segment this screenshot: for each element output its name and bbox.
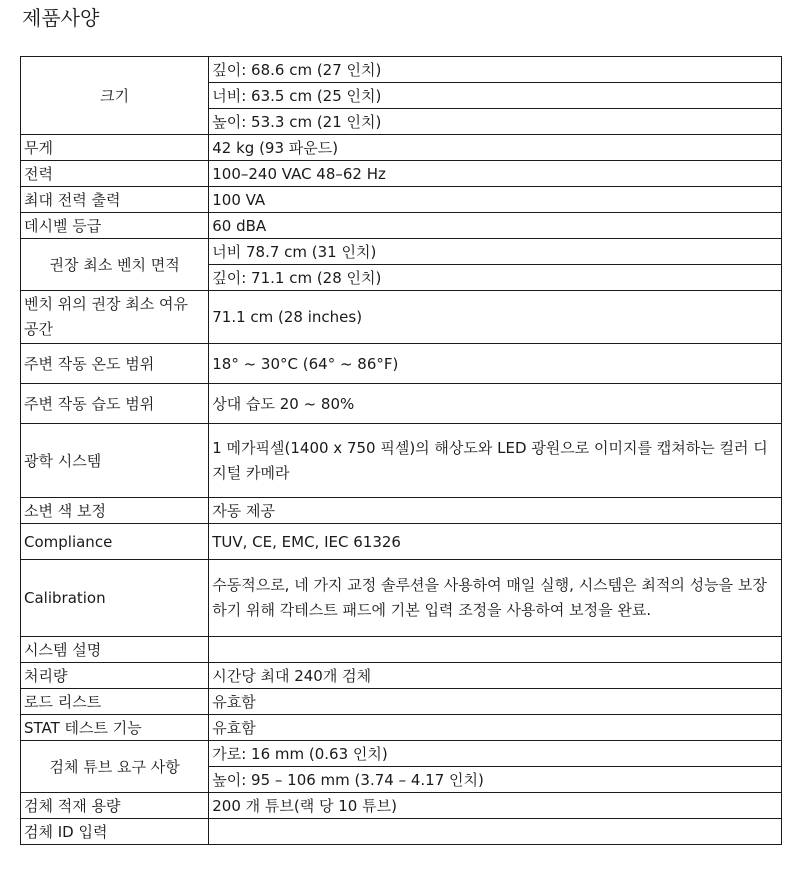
table-row: [21, 344, 782, 384]
table-row: [21, 819, 782, 845]
sysdesc-label: 시스템 설명: [21, 637, 209, 663]
table-row: [21, 793, 782, 819]
bench-area-width-value: 너비 78.7 cm (31 인치): [209, 239, 782, 265]
loadlist-label: 로드 리스트: [21, 689, 209, 715]
stat-label: STAT 테스트 기능: [21, 715, 209, 741]
table-row: [21, 663, 782, 689]
temp-value: 18° ~ 30°C (64° ~ 86°F): [209, 344, 782, 384]
temp-label: 주변 작동 온도 범위: [21, 344, 209, 384]
table-row: [21, 135, 782, 161]
page-title: 제품사양: [22, 6, 100, 30]
optics-value: 1 메가픽셀(1400 x 750 픽셀)의 해상도와 LED 광원으로 이미지를 캡쳐하는 컬러 디지털 카메라: [209, 424, 782, 498]
size-height-value: 높이: 53.3 cm (21 인치): [209, 109, 782, 135]
humidity-label: 주변 작동 습도 범위: [21, 384, 209, 424]
throughput-value: 시간당 최대 240개 검체: [209, 663, 782, 689]
spec-table: [20, 56, 782, 845]
table-row: [21, 715, 782, 741]
calibration-value: 수동적으로, 네 가지 교정 솔루션을 사용하여 매일 실행, 시스템은 최적의 성능을 보장하기 위해 각테스트 패드에 기본 입력 조정을 사용하여 보정을 완료.: [209, 560, 782, 637]
color-cal-value: 자동 제공: [209, 498, 782, 524]
id-input-label: 검체 ID 입력: [21, 819, 209, 845]
capacity-value: 200 개 튜브(랙 당 10 튜브): [209, 793, 782, 819]
table-row: [21, 57, 782, 83]
table-row: [21, 239, 782, 265]
compliance-value: TUV, CE, EMC, IEC 61326: [209, 524, 782, 560]
table-row: [21, 498, 782, 524]
id-input-value: [209, 819, 782, 845]
clearance-label: 벤치 위의 권장 최소 여유 공간: [21, 291, 209, 344]
table-row: [21, 637, 782, 663]
humidity-value: 상대 습도 20 ~ 80%: [209, 384, 782, 424]
throughput-label: 처리량: [21, 663, 209, 689]
calibration-label: Calibration: [21, 560, 209, 637]
tube-width-value: 가로: 16 mm (0.63 인치): [209, 741, 782, 767]
power-value: 100–240 VAC 48–62 Hz: [209, 161, 782, 187]
decibel-label: 데시벨 등급: [21, 213, 209, 239]
size-depth-value: 깊이: 68.6 cm (27 인치): [209, 57, 782, 83]
table-row: [21, 560, 782, 637]
table-row: [21, 291, 782, 344]
clearance-value: 71.1 cm (28 inches): [209, 291, 782, 344]
power-label: 전력: [21, 161, 209, 187]
max-output-value: 100 VA: [209, 187, 782, 213]
optics-label: 광학 시스템: [21, 424, 209, 498]
loadlist-value: 유효함: [209, 689, 782, 715]
max-output-label: 최대 전력 출력: [21, 187, 209, 213]
tube-height-value: 높이: 95 – 106 mm (3.74 – 4.17 인치): [209, 767, 782, 793]
table-row: [21, 424, 782, 498]
table-row: [21, 384, 782, 424]
table-row: [21, 689, 782, 715]
bench-area-label: 권장 최소 벤치 면적: [21, 239, 209, 291]
table-row: [21, 161, 782, 187]
table-row: [21, 213, 782, 239]
tube-label: 검체 튜브 요구 사항: [21, 741, 209, 793]
weight-label: 무게: [21, 135, 209, 161]
color-cal-label: 소변 색 보정: [21, 498, 209, 524]
decibel-value: 60 dBA: [209, 213, 782, 239]
compliance-label: Compliance: [21, 524, 209, 560]
size-width-value: 너비: 63.5 cm (25 인치): [209, 83, 782, 109]
sysdesc-value: [209, 637, 782, 663]
table-row: [21, 524, 782, 560]
stat-value: 유효함: [209, 715, 782, 741]
table-row: [21, 187, 782, 213]
size-label: 크기: [21, 57, 209, 135]
capacity-label: 검체 적재 용량: [21, 793, 209, 819]
bench-area-depth-value: 깊이: 71.1 cm (28 인치): [209, 265, 782, 291]
weight-value: 42 kg (93 파운드): [209, 135, 782, 161]
table-row: [21, 741, 782, 767]
